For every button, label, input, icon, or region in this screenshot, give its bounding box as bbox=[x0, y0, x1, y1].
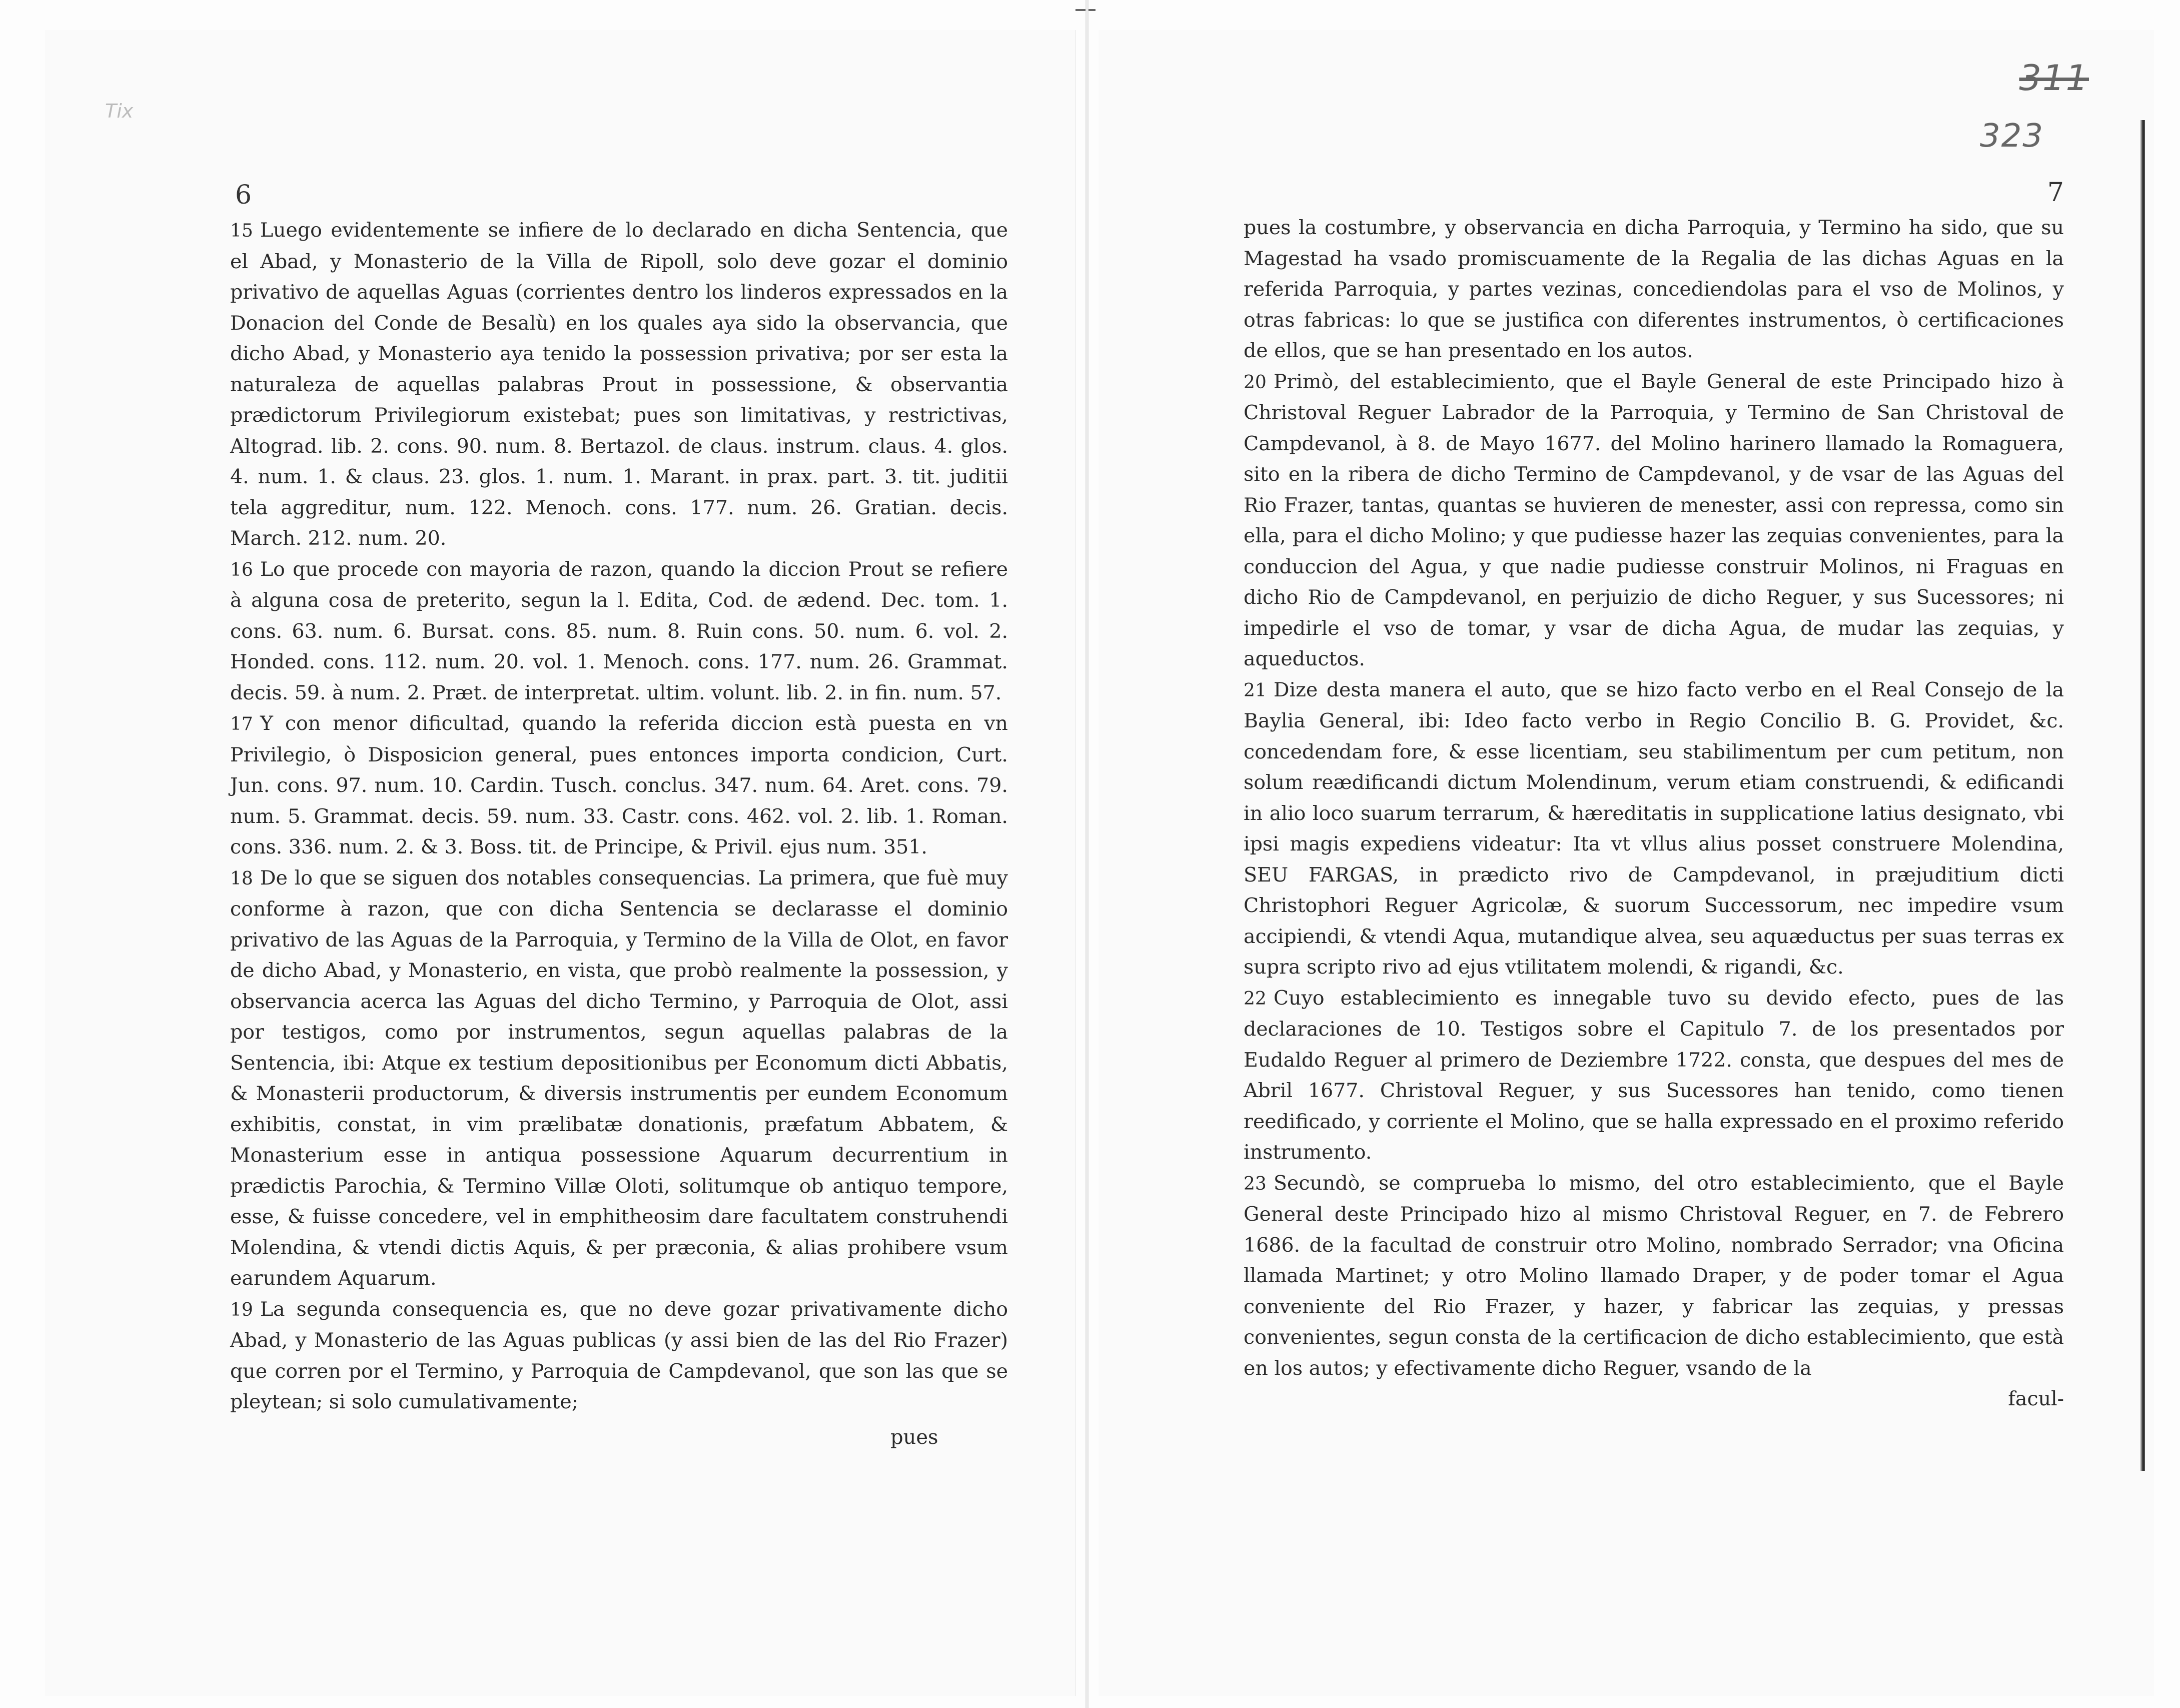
book-gutter bbox=[1085, 0, 1088, 1708]
paragraph-text: La segunda consequencia es, que no deve gozar privativamente dicho Abad, y Monasterio de las Aguas publicas (y assi bien de las del Rio Frazer) que corren por el Termino, y Parroquia de Campdevanol, que son las que se pleytean; si solo cumulativamente; bbox=[230, 1297, 1008, 1413]
paragraph-number: 17 bbox=[230, 714, 253, 734]
paragraph-text: Cuyo establecimiento es innegable tuvo su devido efecto, pues de las declaraciones de 10. Testigos sobre el Capitulo 7. de los presentados por Eudaldo Reguer al primero de Deziembre 1722. consta, que despues del mes de Abril 1677. Christoval Reguer, y sus Sucessores han tenido, como tienen reedificado, y corriente el Molino, que se halla expressado en el proximo referido instrumento. bbox=[1244, 986, 2064, 1164]
paragraph bbox=[1244, 1384, 2064, 1415]
paragraph-number: 18 bbox=[230, 868, 253, 889]
paragraph-number: 19 bbox=[230, 1299, 253, 1320]
paragraph-text: Primò, del establecimiento, que el Bayle General de este Principado hizo à Christoval Reguer Labrador de la Parroquia, y Termino de San Christoval de Campdevanol, à 8. de Mayo 1677. del Molino harinero llamado la Romaguera, sito en la ribera de dicho Termino de Campdevanol, y de vsar de las Aguas del Rio Frazer, tantas, quantas se huvieren de menester, assi con repressa, como sin ella, para el dicho Molino; y que pudiesse hazer las zequias convenientes, para la conduccion del Agua, y que nadie pudiesse construir Molinos, ni Fraguas en dicho Rio de Campdevanol, en perjuizio de dicho Reguer, y sus Sucessores; ni impedirle el vso de tomar, y vsar de dicha Agua, de mudar las zequias, y aqueductos. bbox=[1244, 370, 2064, 670]
paragraph-text: pues la costumbre, y observancia en dicha Parroquia, y Termino ha sido, que su Magestad ha vsado promiscuamente de la Regalia de las dichas Aguas en la referida Parroquia, y partes vezinas, concediendolas para el vso de Molinos, y otras fabricas: lo que se justifica con diferentes instrumentos, ò certificaciones de ellos, que se han presentado en los autos. bbox=[1244, 216, 2064, 362]
pencil-annotation: Tix bbox=[105, 100, 134, 122]
paragraph-number: 20 bbox=[1244, 372, 1267, 393]
paragraph bbox=[1244, 213, 2064, 367]
paragraph-text: Dize desta manera el auto, que se hizo facto verbo en el Real Consejo de la Baylia General, ibi: Ideo facto verbo in Regio Concilio B. G. Providet, &c. concedendam fore, & esse licentiam, seu stabilimentum per cum petitum, non solum reædificandi dictum Molendinum, verum etiam construendi, & edificandi in alio loco suarum terrarum, & hæreditatis in supplicatione latius designato, vbi ipsi magis expediens videatur: Ita vt vllus alius posset construere Molendina, SEU FARGAS, in prædicto rivo de Campdevanol, in præjuditium dicti Christophori Reguer Agricolæ, & suorum Successorum, nec impedire vsum accipiendi, & vtendi Aqua, mutandique alvea, seu aquæductus per suas terras ex supra scripto rivo ad ejus vtilitatem molendi, & rigandi, &c. bbox=[1244, 678, 2064, 979]
archive-number-struck: 311 bbox=[2019, 58, 2089, 99]
paragraph bbox=[1244, 675, 2064, 983]
paragraph-text: De lo que se siguen dos notables consequencias. La primera, que fuè muy conforme à razon, que con dicha Sentencia se declarasse el dominio privativo de las Aguas de la Parroquia, y Termino de la Villa de Olot, en favor de dicho Abad, y Monasterio, en vista, que probò realmente la possession, y observancia acerca las Aguas del dicho Termino, y Parroquia de Olot, assi por testigos, como por instrumentos, segun aquellas palabras de la Sentencia, ibi: Atque ex testium depositionibus per Economum dicti Abbatis, & Monasterii productorum, & diversis instrumentis per eundem Economum exhibitis, constat, in vim prælibatæ donationis, præfatum Abbatem, & Monasterium esse in antiqua possessione Aquarum decurrentium in prædictis Parochia, & Termino Villæ Oloti, solitumque ob antiquo tempore, esse, & fuisse concedere, vel in emphitheosim dare facultatem construhendi Molendina, & vtendi dictis Aquis, & per præconia, & alias prohibere vsum earundem Aquarum. bbox=[230, 866, 1008, 1290]
paragraph bbox=[230, 1294, 1008, 1418]
page-number: 6 bbox=[235, 180, 252, 210]
right-page bbox=[1099, 30, 2154, 1696]
paragraph-number: 16 bbox=[230, 559, 253, 580]
paragraph-number: 21 bbox=[1244, 680, 1267, 701]
catchword: facul- bbox=[2008, 1387, 2064, 1410]
paragraph-text: Luego evidentemente se infiere de lo declarado en dicha Sentencia, que el Abad, y Monasterio de la Villa de Ripoll, solo deve gozar el dominio privativo de aquellas Aguas (corrientes dentro los linderos expressados en la Donacion del Conde de Besalù) en los quales aya sido la observancia, que dicho Abad, y Monasterio aya tenido la possession privativa; por ser esta la naturaleza de aquellas palabras Prout in possessione, & observantia prædictorum Privilegiorum existebat; pues son limitativas, y restrictivas, Altograd. lib. 2. cons. 90. num. 8. Bertazol. de claus. instrum. claus. 4. glos. 4. num. 1. & claus. 23. glos. 1. num. 1. Marant. in prax. part. 3. tit. juditii tela aggreditur, num. 122. Menoch. cons. 177. num. 26. Gratian. decis. March. 212. num. 20. bbox=[230, 219, 1008, 550]
paragraph-number: 15 bbox=[230, 221, 253, 241]
left-text-block bbox=[230, 215, 1008, 1418]
page-edge-shadow bbox=[2140, 120, 2145, 1471]
paragraph-number: 22 bbox=[1244, 988, 1267, 1009]
paragraph bbox=[1244, 1168, 2064, 1384]
paragraph-text: Secundò, se comprueba lo mismo, del otro establecimiento, que el Bayle General deste Principado hizo al mismo Christoval Reguer, en 7. de Febrero 1686. de la facultad de construir otro Molino, nombrado Serrador; vna Oficina llamada Martinet; y otro Molino llamado Draper, y de poder tomar el Agua conveniente del Rio Frazer, y hazer, y fabricar las zequias, y pressas convenientes, segun consta de la certificacion de dicho establecimiento, que està en los autos; y efectivamente dicho Reguer, vsando de la bbox=[1244, 1171, 2064, 1380]
page-number: 7 bbox=[2047, 178, 2064, 208]
paragraph-text: Lo que procede con mayoria de razon, quando la diccion Prout se refiere à alguna cosa de preterito, segun la l. Edita, Cod. de ædend. Dec. tom. 1. cons. 63. num. 6. Bursat. cons. 85. num. 8. Ruin cons. 50. num. 6. vol. 2. Honded. cons. 112. num. 20. vol. 1. Menoch. cons. 177. num. 26. Grammat. decis. 59. à num. 2. Præt. de interpretat. ultim. volunt. lib. 2. in fin. num. 57. bbox=[230, 557, 1008, 704]
paragraph bbox=[230, 863, 1008, 1294]
archive-number: 323 bbox=[1979, 118, 2044, 155]
right-text-block bbox=[1244, 213, 2064, 1415]
paragraph bbox=[230, 215, 1008, 554]
left-page bbox=[45, 30, 1076, 1696]
paragraph bbox=[230, 554, 1008, 709]
paragraph bbox=[230, 708, 1008, 863]
paragraph-number: 23 bbox=[1244, 1173, 1267, 1194]
catchword: pues bbox=[890, 1426, 938, 1449]
paragraph bbox=[1244, 367, 2064, 675]
paragraph-text: Y con menor dificultad, quando la referida diccion està puesta en vn Privilegio, ò Disposicion general, pues entonces importa condicion, Curt. Jun. cons. 97. num. 10. Cardin. Tusch. conclus. 347. num. 64. Aret. cons. 79. num. 5. Grammat. decis. 59. num. 33. Castr. cons. 462. vol. 2. lib. 1. Roman. cons. 336. num. 2. & 3. Boss. tit. de Principe, & Privil. ejus num. 351. bbox=[230, 712, 1008, 859]
paragraph bbox=[1244, 983, 2064, 1168]
